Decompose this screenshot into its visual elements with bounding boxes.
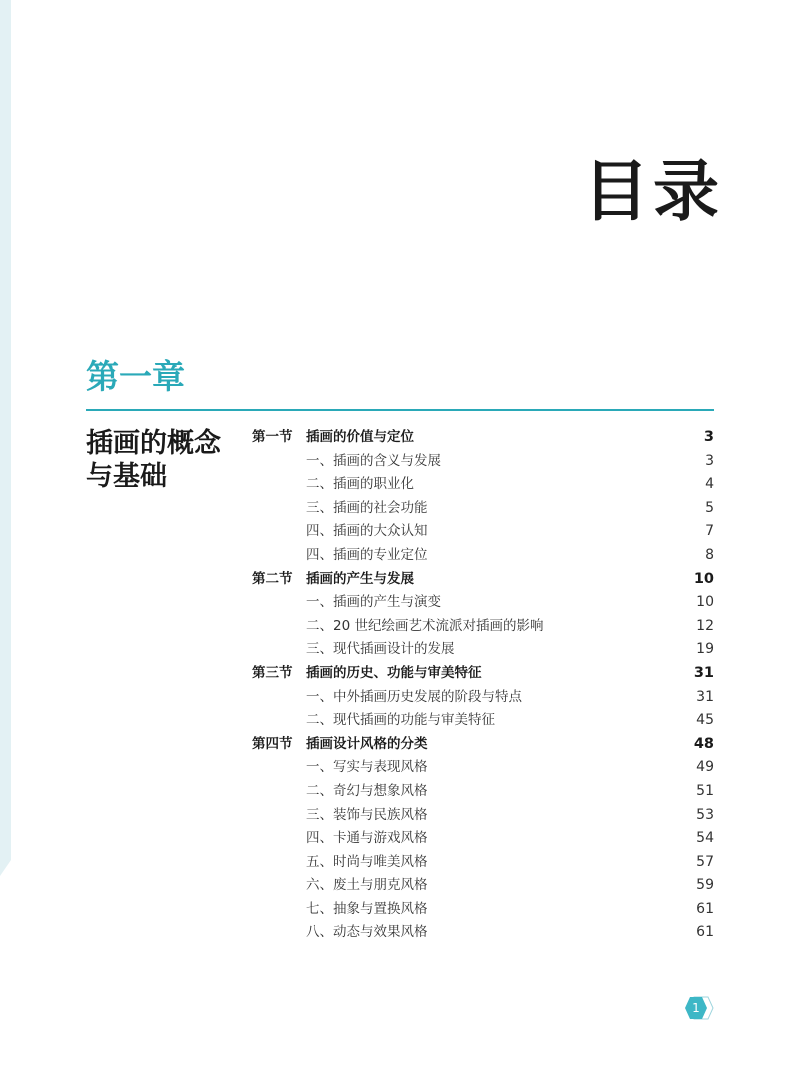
item-title: 一、插画的产生与演变: [306, 594, 441, 611]
item-title: 三、装饰与民族风格: [306, 806, 428, 823]
item-page-number: 61: [696, 924, 714, 941]
toc-item-row[interactable]: [0, 450, 800, 474]
item-title: 一、写实与表现风格: [306, 759, 428, 776]
item-title: 二、20 世纪绘画艺术流派对插画的影响: [306, 617, 544, 634]
item-page-number: 54: [696, 830, 714, 847]
item-page-number: 4: [705, 476, 714, 493]
toc-item-row[interactable]: [0, 615, 800, 639]
toc-section-row[interactable]: [0, 568, 800, 592]
item-title: 六、废土与朋克风格: [306, 877, 428, 894]
toc-item-row[interactable]: [0, 638, 800, 662]
toc-item-row[interactable]: [0, 709, 800, 733]
chapter-divider: [86, 409, 714, 411]
item-title: 三、插画的社会功能: [306, 499, 428, 516]
item-page-number: 10: [696, 594, 714, 611]
section-page-number: 3: [703, 429, 714, 445]
item-page-number: 59: [696, 877, 714, 894]
item-title: 二、奇幻与想象风格: [306, 782, 428, 799]
toc-item-row[interactable]: [0, 827, 800, 851]
toc-section-row[interactable]: [0, 426, 800, 450]
item-title: 三、现代插画设计的发展: [306, 641, 455, 658]
section-title: 插画的产生与发展: [306, 570, 414, 587]
item-title: 五、时尚与唯美风格: [306, 853, 428, 870]
item-title: 七、抽象与置换风格: [306, 900, 428, 917]
item-page-number: 7: [705, 523, 714, 540]
chapter-label: 第一章: [86, 357, 185, 396]
chapter-name-line2: 与基础: [86, 461, 167, 492]
item-page-number: 19: [696, 641, 714, 658]
toc-item-row[interactable]: [0, 473, 800, 497]
toc-item-row[interactable]: [0, 898, 800, 922]
item-page-number: 57: [696, 853, 714, 870]
page-title: 目录: [583, 152, 723, 230]
table-of-contents: [0, 426, 800, 945]
item-title: 二、插画的职业化: [306, 476, 414, 493]
item-page-number: 5: [705, 499, 714, 516]
item-page-number: 51: [696, 782, 714, 799]
item-title: 四、插画的专业定位: [306, 546, 428, 563]
page-number: 1: [692, 1001, 700, 1015]
chapter-name-line1: 插画的概念: [86, 428, 221, 459]
toc-item-row[interactable]: [0, 921, 800, 945]
toc-item-row[interactable]: [0, 780, 800, 804]
toc-item-row[interactable]: [0, 851, 800, 875]
section-label: 第一节: [252, 429, 293, 445]
item-title: 二、现代插画的功能与审美特征: [306, 712, 495, 729]
section-title: 插画的价值与定位: [306, 429, 414, 445]
item-title: 八、动态与效果风格: [306, 924, 428, 941]
item-page-number: 49: [696, 759, 714, 776]
toc-item-row[interactable]: [0, 497, 800, 521]
section-label: 第二节: [252, 570, 293, 587]
toc-item-row[interactable]: [0, 686, 800, 710]
section-page-number: 31: [693, 664, 714, 681]
item-page-number: 45: [696, 712, 714, 729]
toc-section-row[interactable]: [0, 662, 800, 686]
item-page-number: 8: [705, 546, 714, 563]
toc-item-row[interactable]: [0, 804, 800, 828]
toc-item-row[interactable]: [0, 591, 800, 615]
toc-item-row[interactable]: [0, 756, 800, 780]
page-number-badge: [684, 996, 714, 1020]
section-label: 第四节: [252, 735, 293, 752]
section-page-number: 48: [693, 735, 714, 752]
item-page-number: 12: [696, 617, 714, 634]
toc-section-row[interactable]: [0, 733, 800, 757]
item-page-number: 31: [696, 688, 714, 705]
item-title: 四、卡通与游戏风格: [306, 830, 428, 847]
toc-item-row[interactable]: [0, 874, 800, 898]
section-page-number: 10: [693, 570, 714, 587]
item-page-number: 61: [696, 900, 714, 917]
section-label: 第三节: [252, 664, 293, 681]
toc-item-row[interactable]: [0, 544, 800, 568]
item-title: 四、插画的大众认知: [306, 523, 428, 540]
section-title: 插画设计风格的分类: [306, 735, 428, 752]
item-page-number: 3: [705, 452, 714, 469]
item-page-number: 53: [696, 806, 714, 823]
item-title: 一、插画的含义与发展: [306, 452, 441, 469]
item-title: 一、中外插画历史发展的阶段与特点: [306, 688, 522, 705]
toc-item-row[interactable]: [0, 520, 800, 544]
section-title: 插画的历史、功能与审美特征: [306, 664, 482, 681]
